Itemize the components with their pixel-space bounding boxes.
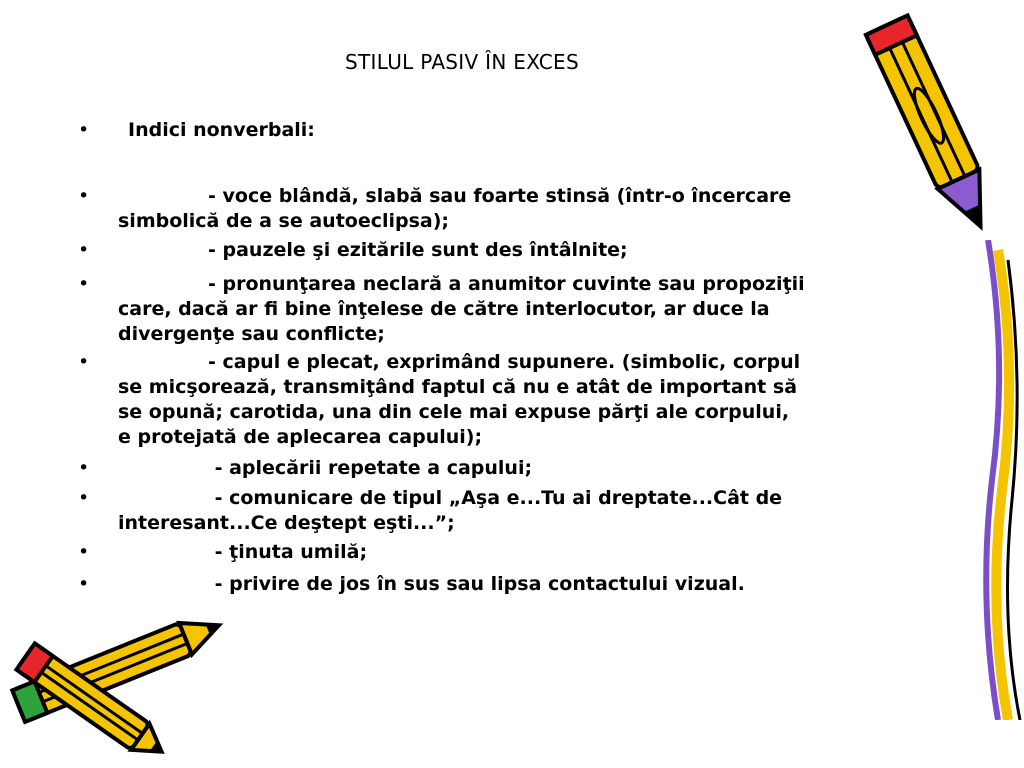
list-item-text: - privire de jos în sus sau lipsa contactului vizual. xyxy=(208,573,745,595)
list-item-text: divergenţe sau conflicte; xyxy=(118,323,385,345)
bullet-icon: • xyxy=(78,119,90,141)
bullet-icon: • xyxy=(78,541,90,563)
list-item-text: simbolică de a se autoeclipsa); xyxy=(118,210,450,232)
list-item-text: - aplecării repetate a capului; xyxy=(208,457,533,479)
list-item-text: - ţinuta umilă; xyxy=(208,541,368,563)
slide-title: STILUL PASIV ÎN EXCES xyxy=(345,50,579,74)
pencil-icon-right-edge xyxy=(968,240,1024,720)
list-item-text: - pronunţarea neclară a anumitor cuvinte sau propoziţii xyxy=(208,273,805,295)
list-item-text: - pauzele şi ezitările sunt des întâlnite; xyxy=(208,239,628,261)
list-item-text: se opună; carotida, una din cele mai expuse părţi ale corpului, xyxy=(118,401,790,423)
bullet-icon: • xyxy=(78,273,90,295)
list-item-text: - comunicare de tipul „Aşa e...Tu ai dreptate...Cât de xyxy=(208,487,783,509)
list-item-text: interesant...Ce deştept eşti...”; xyxy=(118,512,455,534)
bullet-icon: • xyxy=(78,185,90,207)
bullet-icon: • xyxy=(78,239,90,261)
pencil-icon-top-right xyxy=(860,4,1010,244)
list-item-text: e protejată de aplecarea capului); xyxy=(118,426,483,448)
bullet-icon: • xyxy=(78,487,90,509)
list-item-text: care, dacă ar fi bine înţelese de către interlocutor, ar duce la xyxy=(118,298,770,320)
list-item-text: - voce blândă, slabă sau foarte stinsă (într-o încercare xyxy=(208,185,792,207)
pencil-icon-bottom-left-2 xyxy=(0,640,180,768)
bullet-icon: • xyxy=(78,573,90,595)
heading-text: Indici nonverbali: xyxy=(128,119,315,141)
bullet-icon: • xyxy=(78,351,90,373)
list-item-text: - capul e plecat, exprimând supunere. (simbolic, corpul xyxy=(208,351,801,373)
bullet-icon: • xyxy=(78,457,90,479)
list-item-text: se micşorează, transmiţând faptul că nu e atât de important să xyxy=(118,376,798,398)
